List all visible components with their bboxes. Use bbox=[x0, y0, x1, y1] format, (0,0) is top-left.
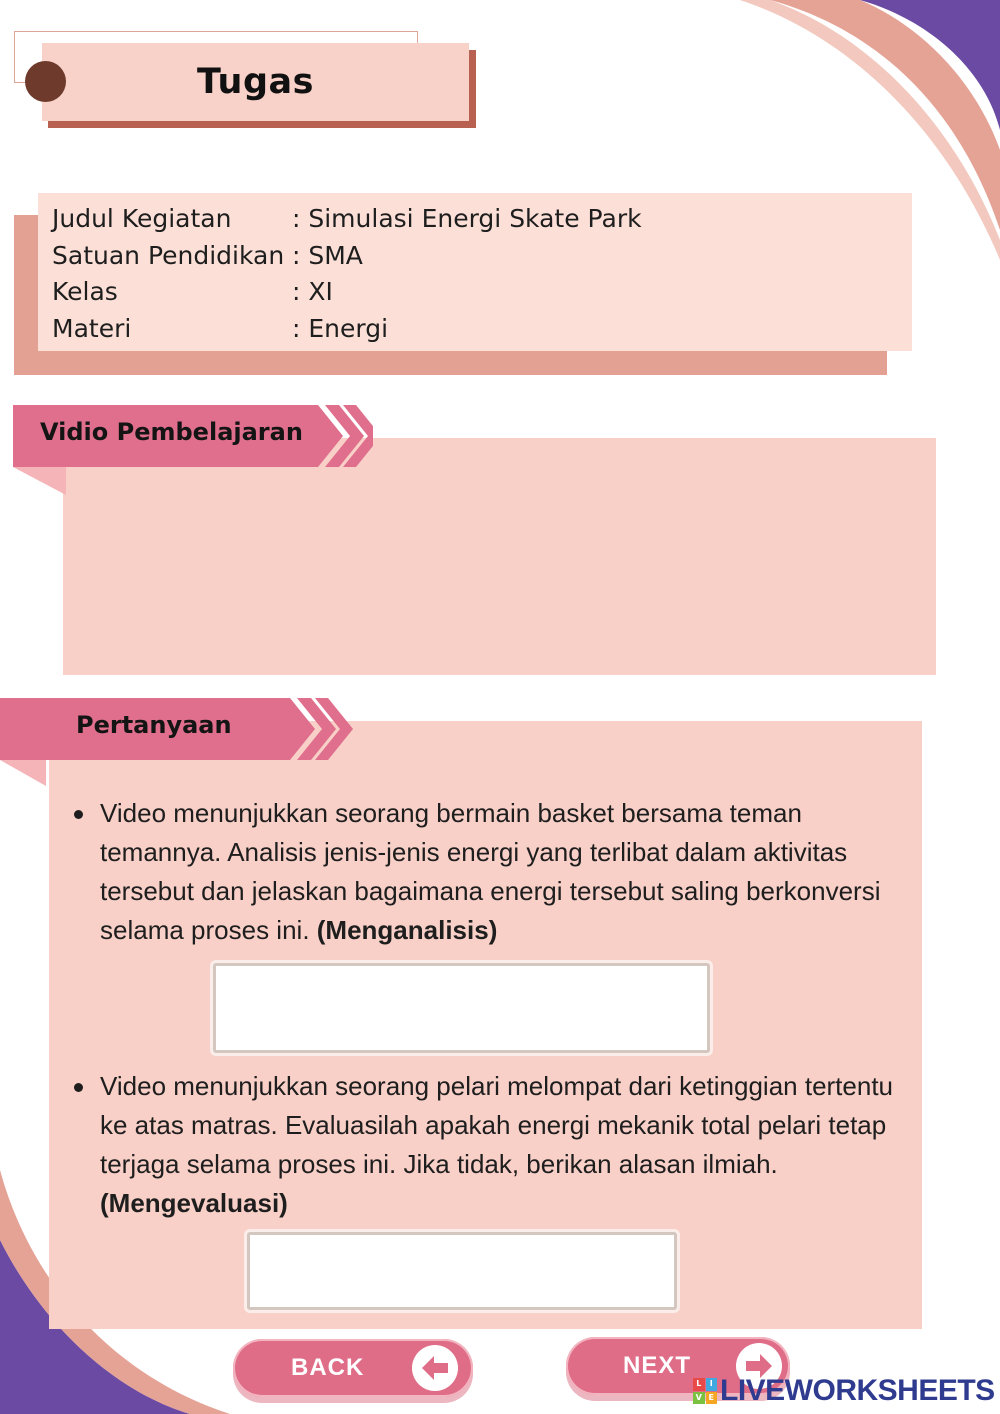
info-label: Materi bbox=[52, 314, 132, 343]
title-dot-decoration bbox=[25, 61, 66, 102]
brand-name: LIVEWORKSHEETS bbox=[720, 1374, 995, 1407]
next-button-label: NEXT bbox=[623, 1352, 692, 1379]
answer-input-2[interactable] bbox=[247, 1232, 677, 1310]
info-value: : SMA bbox=[292, 241, 363, 270]
back-button[interactable] bbox=[233, 1339, 473, 1397]
question-1-tag: (Menganalisis) bbox=[316, 915, 498, 945]
logo-letter: V bbox=[693, 1392, 705, 1405]
info-row-kelas bbox=[52, 277, 333, 306]
video-section-title-wrap bbox=[40, 418, 303, 446]
logo-letter: L bbox=[693, 1378, 705, 1391]
question-2 bbox=[100, 1067, 910, 1223]
page-title: Tugas bbox=[197, 62, 314, 102]
liveworksheets-logo bbox=[693, 1378, 717, 1404]
title-card bbox=[42, 43, 469, 121]
answer-input-1[interactable] bbox=[213, 963, 710, 1053]
info-row-judul bbox=[52, 204, 642, 233]
info-label: Satuan Pendidikan bbox=[52, 241, 285, 270]
arrow-left-icon bbox=[412, 1345, 458, 1391]
video-section-title: Vidio Pembelajaran bbox=[40, 418, 303, 446]
info-label: Judul Kegiatan bbox=[52, 204, 232, 233]
bullet-dot bbox=[74, 810, 83, 819]
back-button-label: BACK bbox=[291, 1354, 365, 1381]
info-row-satuan bbox=[52, 241, 363, 270]
question-1 bbox=[100, 794, 910, 950]
logo-letter: I bbox=[706, 1378, 718, 1391]
question-section-title: Pertanyaan bbox=[76, 711, 232, 739]
info-value: : XI bbox=[292, 277, 333, 306]
question-section-title-wrap bbox=[76, 711, 232, 739]
question-2-text: Video menunjukkan seorang pelari melompat dari ketinggian tertentu ke atas matras. Evaluasilah apakah energi mekanik total pelari tetap terjaga selama proses ini. Jika tidak, berikan alasan ilmiah. bbox=[100, 1071, 894, 1179]
logo-letter: E bbox=[706, 1392, 718, 1405]
info-row-materi bbox=[52, 314, 388, 343]
liveworksheets-brand bbox=[693, 1374, 995, 1408]
info-label: Kelas bbox=[52, 277, 118, 306]
question-2-tag: (Mengevaluasi) bbox=[100, 1188, 288, 1218]
bullet-dot bbox=[74, 1083, 83, 1092]
info-value: : Simulasi Energi Skate Park bbox=[292, 204, 642, 233]
info-value: : Energi bbox=[292, 314, 389, 343]
question-1-text: Video menunjukkan seorang bermain basket bersama teman temannya. Analisis jenis-jenis energi yang terlibat dalam aktivitas tersebut dan jelaskan bagaimana energi tersebut saling berkonversi selama proses ini. bbox=[100, 798, 881, 945]
